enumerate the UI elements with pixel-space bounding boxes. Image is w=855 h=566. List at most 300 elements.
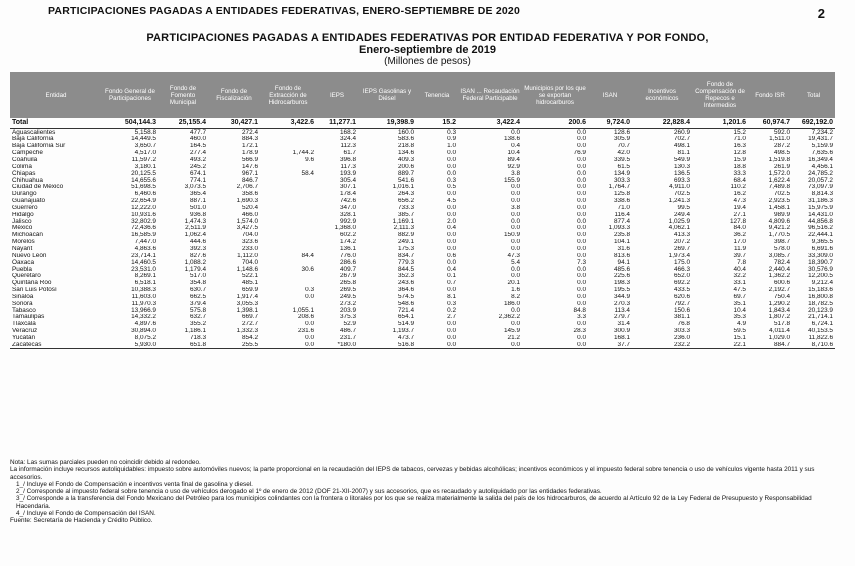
entity-name-cell: Coahuila bbox=[12, 156, 38, 163]
value-cell: 733.3 bbox=[398, 204, 414, 211]
value-cell: 30,894.0 bbox=[131, 327, 156, 335]
entity-name-cell: Guerrero bbox=[12, 204, 38, 211]
value-cell: 21,714.1 bbox=[808, 314, 833, 321]
table-row bbox=[10, 170, 835, 177]
value-cell: 0.3 bbox=[447, 128, 456, 136]
value-cell: 1,148.6 bbox=[236, 266, 258, 273]
value-cell: 4,863.6 bbox=[134, 245, 156, 252]
value-cell: 172.1 bbox=[242, 143, 258, 150]
value-cell: 15.2 bbox=[416, 118, 458, 129]
value-cell: 23,714.1 bbox=[131, 252, 156, 259]
value-cell: 1,055.1 bbox=[292, 307, 314, 314]
value-cell: 255.5 bbox=[208, 342, 260, 349]
value-cell: 6,518.1 bbox=[134, 279, 156, 287]
value-cell: 1,179.4 bbox=[184, 266, 206, 273]
value-cell: 718.3 bbox=[190, 334, 206, 341]
value-cell: 272.7 bbox=[242, 321, 258, 328]
value-cell: 854.2 bbox=[242, 334, 258, 341]
value-cell: 0.0 bbox=[447, 286, 456, 294]
value-cell: 827.6 bbox=[190, 252, 206, 259]
value-cell: 887.1 bbox=[190, 197, 206, 205]
value-cell: 846.7 bbox=[242, 177, 258, 184]
value-cell: 178.4 bbox=[340, 191, 356, 198]
table-title-block bbox=[0, 32, 855, 68]
value-cell: 31.4 bbox=[617, 321, 630, 328]
value-cell: 14,655.6 bbox=[131, 177, 156, 184]
value-cell: 136.5 bbox=[674, 170, 690, 177]
value-cell: 674.1 bbox=[190, 170, 206, 177]
value-cell: 14,332.2 bbox=[131, 314, 156, 321]
value-cell: 305.4 bbox=[340, 177, 356, 184]
value-cell: 20.1 bbox=[507, 279, 520, 287]
value-cell: 7.8 bbox=[737, 259, 746, 266]
value-cell: 413.3 bbox=[674, 232, 690, 239]
entity-name-cell: Zacatecas bbox=[10, 342, 102, 349]
value-cell: 632.7 bbox=[190, 314, 206, 321]
value-cell: 84.0 bbox=[733, 225, 746, 232]
value-cell: 1,474.3 bbox=[184, 218, 206, 225]
column-header: Fondo de Fomento Municipal bbox=[158, 72, 208, 118]
value-cell bbox=[260, 129, 316, 136]
value-cell: 9,365.5 bbox=[811, 238, 833, 246]
value-cell: 277.4 bbox=[190, 149, 206, 157]
value-cell: 0.0 bbox=[511, 218, 520, 225]
value-cell: 44,856.8 bbox=[808, 218, 833, 225]
value-cell: 19.4 bbox=[733, 204, 746, 211]
value-cell: 0.4 bbox=[447, 225, 456, 232]
value-cell: 0.3 bbox=[447, 177, 456, 184]
value-cell: 7,635.6 bbox=[811, 149, 833, 157]
value-cell: 652.0 bbox=[674, 273, 690, 280]
value-cell: 15,183.6 bbox=[808, 286, 833, 294]
table-row bbox=[10, 157, 835, 164]
value-cell: 669.7 bbox=[242, 314, 258, 321]
value-cell: 0.4 bbox=[447, 266, 456, 273]
column-header: IEPS bbox=[316, 72, 358, 118]
entity-name-cell: Oaxaca bbox=[12, 259, 35, 266]
entity-name-cell: Quintana Roo bbox=[12, 279, 52, 287]
value-cell: 15.1 bbox=[733, 334, 746, 341]
value-cell: 2,192.7 bbox=[768, 286, 790, 294]
value-cell: 112.3 bbox=[340, 143, 356, 150]
value-cell: 328.1 bbox=[340, 211, 356, 218]
entity-name-cell: Durango bbox=[12, 191, 37, 198]
value-cell: 8,710.6 bbox=[792, 342, 835, 349]
value-cell: 269.7 bbox=[674, 245, 690, 252]
value-cell: 16,349.4 bbox=[808, 156, 833, 163]
value-cell: 364.6 bbox=[398, 286, 414, 294]
value-cell: 61.5 bbox=[617, 163, 630, 170]
value-cell: 375.3 bbox=[340, 314, 356, 321]
value-cell: 15.2 bbox=[733, 128, 746, 136]
value-cell: 0.0 bbox=[577, 218, 586, 225]
value-cell: 0.0 bbox=[577, 128, 586, 136]
value-cell: 286.6 bbox=[340, 259, 356, 266]
value-cell: 776.0 bbox=[340, 252, 356, 259]
value-cell: 4,809.6 bbox=[768, 218, 790, 225]
entity-name-cell: Guanajuato bbox=[12, 197, 46, 205]
value-cell: 0.0 bbox=[511, 128, 520, 136]
value-cell: 0.0 bbox=[447, 156, 456, 163]
value-cell: 2,706.7 bbox=[236, 184, 258, 191]
value-cell: 14,431.0 bbox=[808, 211, 833, 218]
value-cell: 1,398.1 bbox=[236, 307, 258, 314]
note-line: Fuente: Secretaría de Hacienda y Crédito Público. bbox=[10, 517, 153, 525]
value-cell: 4.5 bbox=[447, 197, 456, 205]
value-cell: 0.0 bbox=[447, 170, 456, 177]
value-cell: 76.9 bbox=[573, 149, 586, 157]
value-cell: 0.0 bbox=[577, 225, 586, 232]
table-subtitle-units: (Millones de pesos) bbox=[384, 56, 471, 67]
value-cell: 0.5 bbox=[447, 184, 456, 191]
value-cell: 656.2 bbox=[398, 197, 414, 205]
value-cell: 42.0 bbox=[617, 149, 630, 157]
value-cell: 235.8 bbox=[614, 232, 630, 239]
value-cell: 261.9 bbox=[774, 163, 790, 170]
entity-name-cell: Veracruz bbox=[12, 327, 38, 335]
value-cell: 7.3 bbox=[577, 259, 586, 266]
value-cell: 0.0 bbox=[577, 191, 586, 198]
entity-name-cell: Campeche bbox=[12, 149, 43, 157]
value-cell: 0.0 bbox=[447, 259, 456, 266]
value-cell: 398.7 bbox=[774, 238, 790, 246]
value-cell: 287.2 bbox=[774, 143, 790, 150]
value-cell: 4,011.4 bbox=[769, 327, 790, 335]
value-cell: 385.7 bbox=[398, 211, 414, 218]
value-cell: 10.4 bbox=[507, 149, 520, 157]
value-cell: 71.0 bbox=[733, 136, 746, 143]
value-cell: 9,421.2 bbox=[768, 225, 790, 232]
value-cell: 1,973.4 bbox=[668, 252, 690, 259]
column-header: ISAN ... Recaudación Federal Participable bbox=[458, 72, 522, 118]
value-cell: 0.4 bbox=[511, 143, 520, 150]
value-cell: 0.0 bbox=[305, 334, 314, 341]
value-cell: 31,186.3 bbox=[808, 197, 833, 205]
value-cell: 6,724.1 bbox=[811, 321, 833, 328]
table-row bbox=[10, 273, 835, 280]
value-cell: 25,155.4 bbox=[158, 118, 208, 129]
value-cell: 884.7 bbox=[748, 342, 792, 349]
value-cell: 1,332.3 bbox=[236, 327, 258, 335]
value-cell: 704.0 bbox=[242, 259, 258, 266]
value-cell: *180.0 bbox=[316, 342, 358, 349]
value-cell: 592.0 bbox=[774, 128, 790, 136]
value-cell: 207.2 bbox=[674, 238, 690, 246]
value-cell: 702.5 bbox=[674, 191, 690, 198]
value-cell: 19,431.7 bbox=[808, 136, 833, 143]
value-cell: 72,436.6 bbox=[131, 225, 156, 232]
note-line: Nota: Las sumas parciales pueden no coincidir debido al redondeo. bbox=[10, 459, 201, 466]
value-cell: 0.0 bbox=[577, 177, 586, 184]
value-cell: 236.0 bbox=[674, 334, 690, 341]
column-header: Municipios por los que se exportan hidrocarburos bbox=[522, 72, 588, 118]
value-cell: 0.6 bbox=[447, 252, 456, 259]
table-row bbox=[10, 198, 835, 205]
value-cell: 104.1 bbox=[614, 238, 630, 246]
value-cell: 3,422.4 bbox=[458, 118, 522, 129]
value-cell: 273.2 bbox=[340, 300, 356, 307]
value-cell: 339.5 bbox=[614, 156, 630, 163]
table-row bbox=[10, 266, 835, 273]
value-cell: 354.8 bbox=[190, 279, 206, 287]
entity-name-cell: Nuevo León bbox=[12, 252, 47, 259]
value-cell: 22.1 bbox=[692, 342, 748, 349]
value-cell: 630.7 bbox=[190, 286, 206, 294]
value-cell: 1,511.0 bbox=[769, 136, 790, 143]
value-cell: 47.3 bbox=[733, 197, 746, 205]
note-line: 2_/ Corresponde al impuesto federal sobre tenencia o uso de vehículos derogado el 1º de enero de 2012 (DOF 21-XII-2007) y sus accesorios, que es recaudado y autoliquidado por las entidades federativas. bbox=[16, 488, 602, 496]
value-cell: 39.7 bbox=[733, 252, 746, 259]
value-cell: 13,966.9 bbox=[131, 307, 156, 314]
value-cell: 967.1 bbox=[242, 170, 258, 177]
value-cell: 1,093.3 bbox=[608, 225, 630, 232]
total-row bbox=[10, 118, 835, 129]
value-cell: 501.0 bbox=[190, 204, 206, 211]
value-cell: 231.7 bbox=[340, 334, 356, 341]
value-cell: 134.6 bbox=[398, 149, 414, 157]
value-cell: 269.5 bbox=[340, 286, 356, 294]
entity-name-cell: Jalisco bbox=[12, 218, 32, 225]
value-cell: 0.0 bbox=[511, 197, 520, 205]
page-number: 2 bbox=[817, 6, 825, 21]
value-cell: 396.8 bbox=[340, 156, 356, 163]
value-cell: 0.9 bbox=[447, 136, 456, 143]
value-cell: 3,650.7 bbox=[134, 143, 156, 150]
value-cell: 517.8 bbox=[774, 321, 790, 328]
value-cell: 1,368.0 bbox=[334, 225, 356, 232]
value-cell: 127.8 bbox=[730, 218, 746, 225]
value-cell: 493.2 bbox=[190, 156, 206, 163]
column-header: ISAN bbox=[588, 72, 632, 118]
table-row bbox=[10, 301, 835, 308]
value-cell: 3,055.3 bbox=[236, 300, 258, 307]
value-cell: 58.4 bbox=[301, 170, 314, 177]
value-cell: 4,911.0 bbox=[669, 184, 690, 191]
entity-name-cell: Chiapas bbox=[12, 170, 36, 177]
value-cell: 0.0 bbox=[447, 232, 456, 239]
participaciones-table bbox=[10, 72, 835, 349]
table-row bbox=[10, 129, 835, 136]
value-cell: 0.0 bbox=[447, 163, 456, 170]
entity-name-cell: Querétaro bbox=[12, 273, 41, 280]
entity-name-cell: Morelos bbox=[12, 238, 35, 246]
value-cell: 20,057.2 bbox=[808, 177, 833, 184]
value-cell: 18,390.7 bbox=[808, 259, 833, 266]
table-row bbox=[10, 314, 835, 321]
table-title: PARTICIPACIONES PAGADAS A ENTIDADES FEDERATIVAS POR ENTIDAD FEDERATIVA Y POR FONDO, bbox=[146, 32, 709, 44]
value-cell: 19,398.9 bbox=[358, 118, 416, 129]
value-cell: 11,970.3 bbox=[131, 300, 156, 307]
entity-name-cell: Nayarit bbox=[12, 245, 33, 252]
value-cell: 323.6 bbox=[242, 238, 258, 246]
value-cell: 22,828.4 bbox=[632, 118, 692, 129]
value-cell: 47.3 bbox=[507, 252, 520, 259]
value-cell: 20,125.5 bbox=[131, 170, 156, 177]
value-cell: 0.0 bbox=[447, 327, 456, 335]
value-cell: 602.2 bbox=[340, 232, 356, 239]
value-cell bbox=[260, 301, 316, 308]
value-cell bbox=[260, 246, 316, 253]
value-cell: 0.0 bbox=[577, 204, 586, 211]
value-cell: 0.0 bbox=[577, 143, 586, 150]
value-cell: 145.9 bbox=[504, 327, 520, 335]
value-cell: 200.6 bbox=[398, 163, 414, 170]
value-cell: 264.3 bbox=[398, 191, 414, 198]
table-row bbox=[10, 259, 835, 266]
entity-name-cell: Chihuahua bbox=[12, 177, 43, 184]
value-cell: 1,088.2 bbox=[184, 259, 206, 266]
value-cell: 24,785.2 bbox=[808, 170, 833, 177]
table-body bbox=[10, 118, 835, 349]
value-cell: 344.9 bbox=[614, 293, 630, 300]
value-cell: 379.4 bbox=[190, 300, 206, 307]
entity-name-cell: Puebla bbox=[12, 266, 32, 273]
value-cell: 1,201.6 bbox=[692, 118, 748, 129]
value-cell: 198.3 bbox=[614, 279, 630, 287]
value-cell: 516.8 bbox=[358, 342, 416, 349]
value-cell: 0.7 bbox=[447, 279, 456, 287]
value-cell: 233.0 bbox=[242, 245, 258, 252]
value-cell: 138.6 bbox=[504, 136, 520, 143]
value-cell: 1,186.1 bbox=[184, 327, 206, 335]
value-cell: 113.4 bbox=[614, 307, 630, 314]
column-header: Fondo General de Participaciones bbox=[102, 72, 158, 118]
table-row bbox=[10, 225, 835, 232]
value-cell: 193.9 bbox=[340, 170, 356, 177]
table-row bbox=[10, 164, 835, 171]
value-cell: 1,770.5 bbox=[768, 232, 790, 239]
entity-name-cell: Sinaloa bbox=[12, 293, 34, 300]
value-cell bbox=[260, 191, 316, 198]
value-cell: 0.0 bbox=[577, 245, 586, 252]
value-cell: 0.0 bbox=[447, 211, 456, 218]
value-cell: 0.0 bbox=[511, 225, 520, 232]
value-cell: 35.3 bbox=[733, 314, 746, 321]
value-cell: 0.0 bbox=[447, 238, 456, 246]
table-row bbox=[10, 335, 835, 342]
value-cell: 12,222.0 bbox=[131, 204, 156, 211]
value-cell: 324.4 bbox=[340, 136, 356, 143]
value-cell: 0.0 bbox=[511, 238, 520, 246]
value-cell: 22,654.9 bbox=[131, 197, 156, 205]
value-cell: 889.7 bbox=[398, 170, 414, 177]
value-cell: 30,576.9 bbox=[808, 266, 833, 273]
value-cell: 433.5 bbox=[674, 286, 690, 294]
value-cell: 347.0 bbox=[340, 204, 356, 211]
value-cell: 195.5 bbox=[614, 286, 630, 294]
value-cell: 485.1 bbox=[242, 279, 258, 287]
value-cell: 541.6 bbox=[398, 177, 414, 184]
value-cell: 175.3 bbox=[398, 245, 414, 252]
value-cell: 305.9 bbox=[614, 136, 630, 143]
value-cell: 702.5 bbox=[774, 191, 790, 198]
value-cell: 574.5 bbox=[398, 293, 414, 300]
value-cell: 96,516.2 bbox=[808, 225, 833, 232]
value-cell: 8,814.3 bbox=[811, 191, 833, 198]
value-cell: 116.4 bbox=[614, 211, 630, 218]
value-cell: 498.5 bbox=[774, 149, 790, 157]
value-cell: 267.9 bbox=[340, 273, 356, 280]
value-cell: 1,764.7 bbox=[608, 184, 630, 191]
value-cell: 68.4 bbox=[733, 177, 746, 184]
value-cell: 130.3 bbox=[674, 163, 690, 170]
value-cell: 265.8 bbox=[340, 279, 356, 287]
value-cell: 3,073.5 bbox=[184, 184, 206, 191]
value-cell: 10,931.6 bbox=[131, 211, 156, 218]
value-cell: 1,169.1 bbox=[392, 218, 414, 225]
value-cell: 0.0 bbox=[305, 321, 314, 328]
value-cell: 5.4 bbox=[511, 259, 520, 266]
value-cell: 651.8 bbox=[158, 342, 208, 349]
entity-name-cell: Michoacán bbox=[12, 232, 43, 239]
value-cell: 15,975.9 bbox=[808, 204, 833, 211]
value-cell: 2,111.3 bbox=[393, 225, 414, 232]
note-line: 1_/ Incluye el Fondo de Compensación e incentivos venta final de gasolina y diesel. bbox=[16, 480, 253, 488]
value-cell: 16,585.9 bbox=[131, 232, 156, 239]
value-cell: 0.0 bbox=[577, 273, 586, 280]
value-cell: 1,112.0 bbox=[237, 252, 258, 259]
value-cell: 693.3 bbox=[674, 177, 690, 184]
value-cell: 51,698.5 bbox=[131, 184, 156, 191]
value-cell: 11,822.6 bbox=[808, 334, 833, 341]
entity-name-cell: México bbox=[12, 225, 33, 232]
entity-name-cell: San Luis Potosí bbox=[12, 286, 57, 294]
value-cell: 8.2 bbox=[511, 293, 520, 300]
value-cell: 0.0 bbox=[416, 342, 458, 349]
value-cell: 409.7 bbox=[340, 266, 356, 273]
value-cell: 71.0 bbox=[617, 204, 630, 211]
value-cell: 5,930.0 bbox=[102, 342, 158, 349]
value-cell: 1,029.0 bbox=[768, 334, 790, 341]
value-cell: 243.6 bbox=[398, 279, 414, 287]
value-cell: 0.0 bbox=[447, 191, 456, 198]
value-cell: 168.1 bbox=[614, 334, 630, 341]
table-row bbox=[10, 184, 835, 191]
value-cell: 566.9 bbox=[242, 156, 258, 163]
value-cell: 0.0 bbox=[577, 238, 586, 246]
value-cell: 3.8 bbox=[511, 170, 520, 177]
value-cell: 232.2 bbox=[632, 342, 692, 349]
table-row bbox=[10, 342, 835, 349]
value-cell: 0.0 bbox=[511, 184, 520, 191]
value-cell: 9,212.4 bbox=[811, 279, 833, 287]
value-cell: 10,388.3 bbox=[131, 286, 156, 294]
note-line: 4_/ Incluye el Fondo de Compensación del ISAN. bbox=[16, 510, 156, 518]
value-cell: 0.0 bbox=[522, 342, 588, 349]
value-cell: 0.0 bbox=[577, 300, 586, 307]
entity-name-cell: Hidalgo bbox=[12, 211, 34, 218]
entity-name-cell: Tlaxcala bbox=[12, 321, 36, 328]
column-header: Entidad bbox=[10, 72, 102, 118]
value-cell: 32,802.9 bbox=[131, 218, 156, 225]
value-cell: 61.7 bbox=[343, 149, 356, 157]
value-cell: 260.9 bbox=[674, 128, 690, 136]
value-cell: 0.0 bbox=[447, 245, 456, 252]
value-cell: 9,724.0 bbox=[588, 118, 632, 129]
value-cell: 6,691.6 bbox=[811, 245, 833, 252]
value-cell: 0.0 bbox=[511, 321, 520, 328]
value-cell: 444.6 bbox=[190, 238, 206, 246]
value-cell bbox=[260, 205, 316, 212]
notes-section bbox=[10, 459, 840, 525]
table-row bbox=[10, 280, 835, 287]
value-cell: 1,744.2 bbox=[292, 149, 314, 157]
value-cell: 834.7 bbox=[398, 252, 414, 259]
value-cell: 89.4 bbox=[507, 156, 520, 163]
value-cell: 517.0 bbox=[190, 273, 206, 280]
value-cell: 466.0 bbox=[242, 211, 258, 218]
value-cell: 27.1 bbox=[733, 211, 746, 218]
